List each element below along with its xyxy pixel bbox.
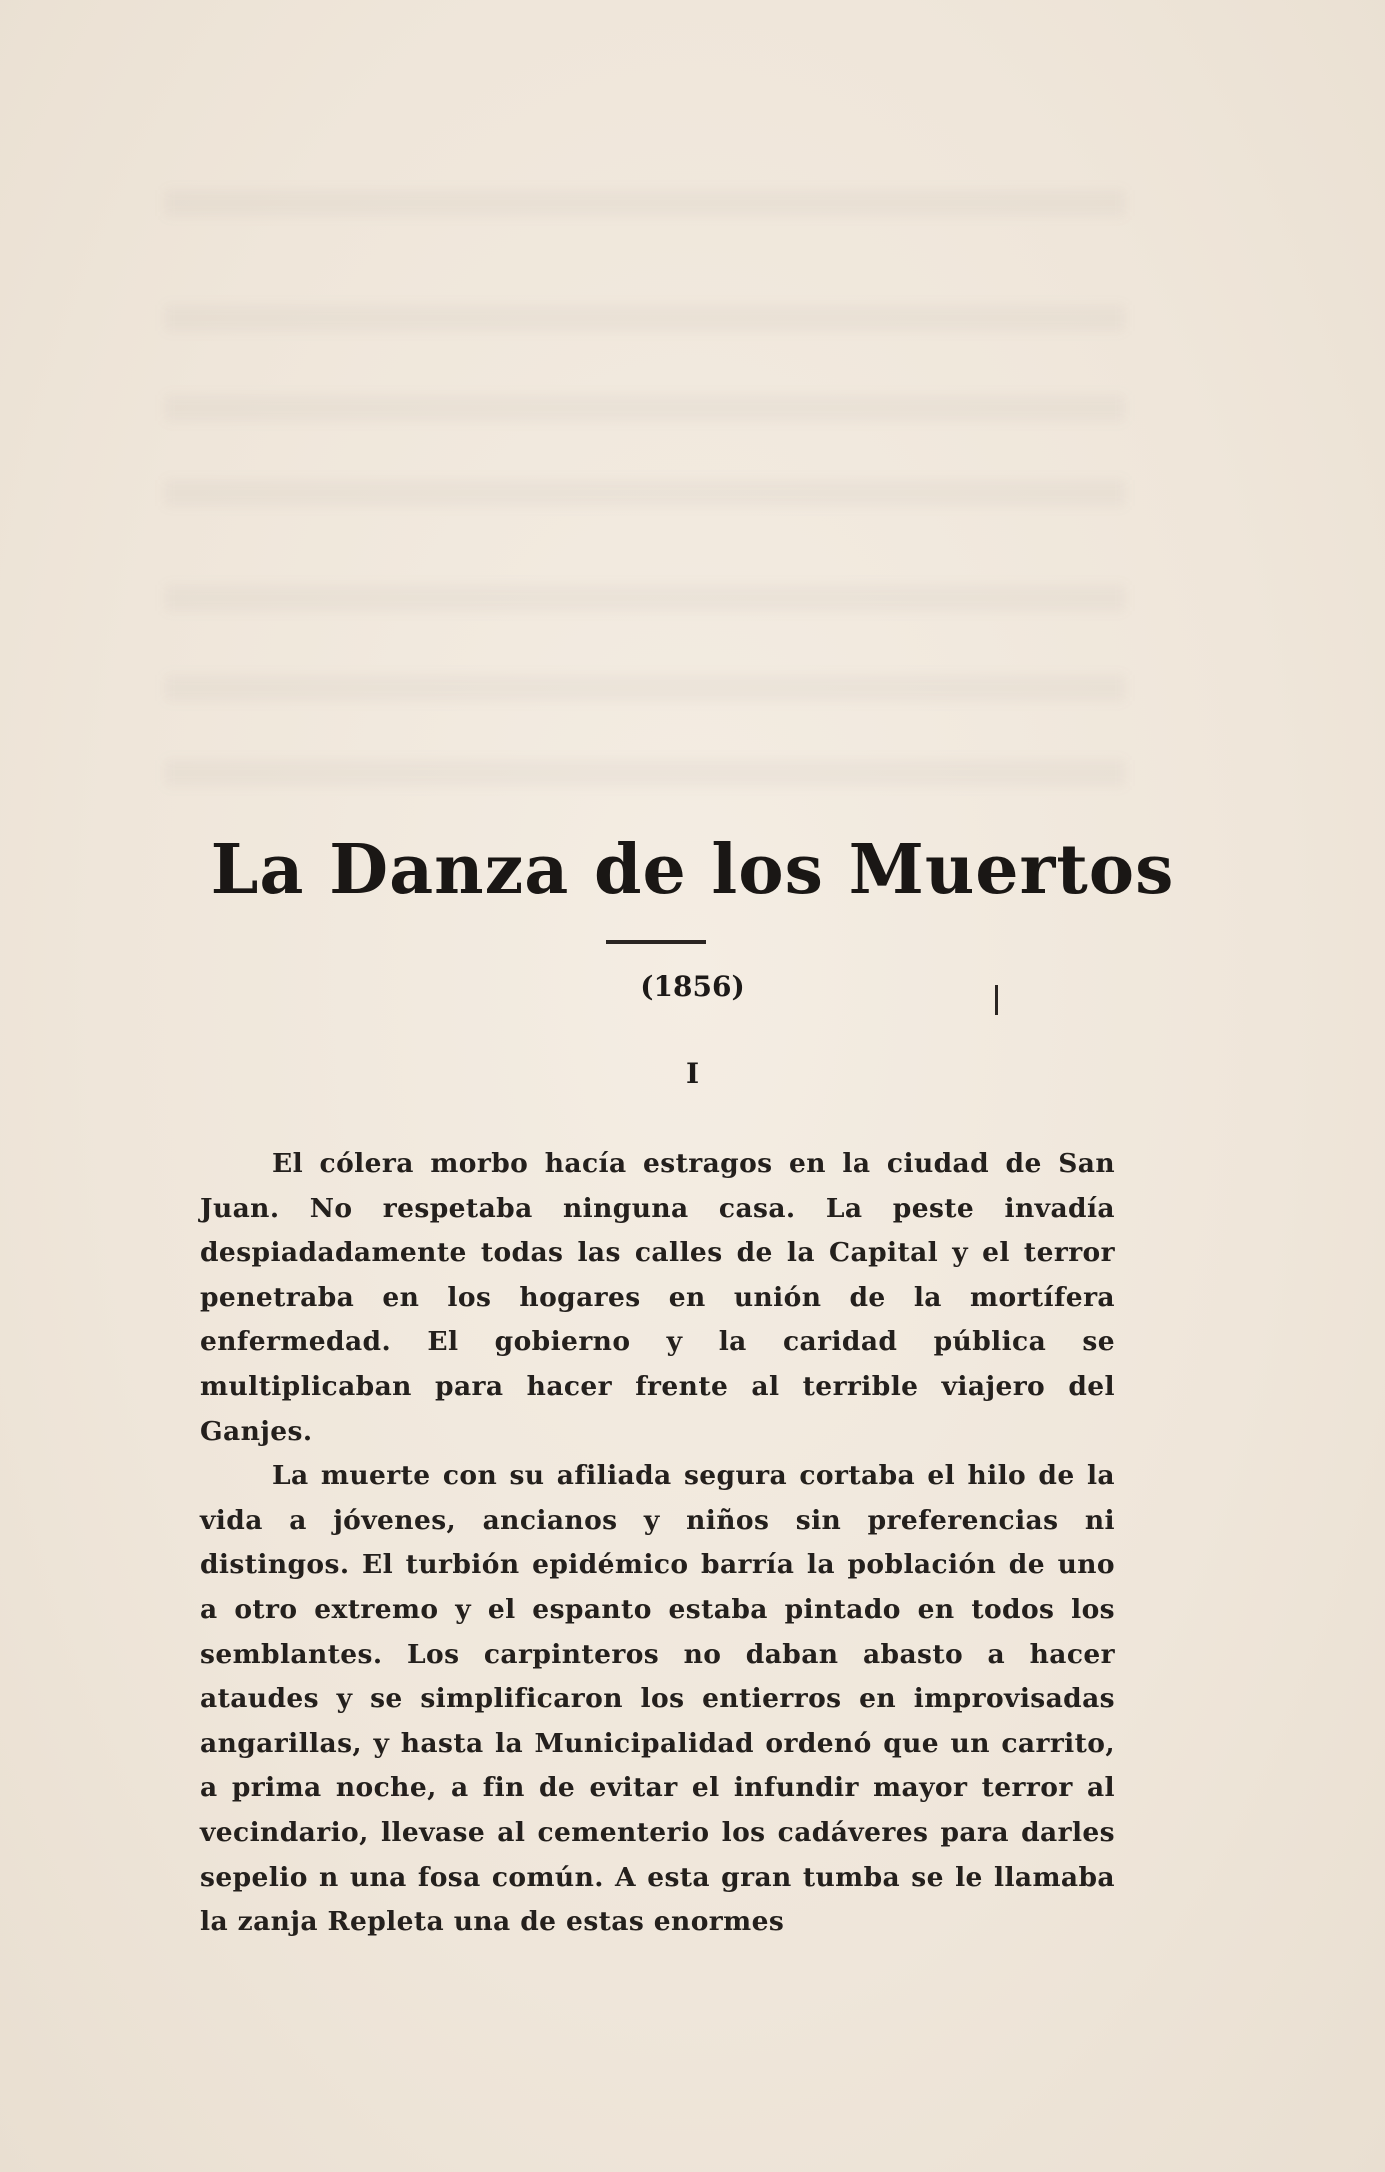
body-text bbox=[200, 1142, 1115, 1945]
paragraph: La muerte con su afiliada segura cortaba el hilo de la vida a jóvenes, ancianos y niños sin preferencias ni distingos. El turbión epidémico barría la población de uno a otro extremo y el espanto estaba pintado en todos los semblantes. Los carpinteros no daban abasto a hacer ataudes y se simplificaron los entierros en improvisadas angarillas, y hasta la Municipalidad ordenó que un carrito, a prima noche, a fin de evitar el infundir mayor terror al vecindario, llevase al cementerio los cadáveres para darles sepelio n una fosa común. A esta gran tumba se le llamaba la zanja Repleta una de estas enormes bbox=[200, 1460, 1115, 1938]
chapter-title: La Danza de los Muertos bbox=[210, 830, 1175, 910]
paragraph: El cólera morbo hacía estragos en la ciudad de San Juan. No respetaba ninguna casa. La peste invadía despiadadamente todas las calles de la Capital y el terror penetraba en los hogares en unión de la mortífera enfermedad. El gobierno y la caridad pública se multiplicaban para hacer frente al terrible viajero del Ganjes. bbox=[200, 1148, 1115, 1447]
title-rule bbox=[606, 940, 706, 944]
chapter-year: (1856) bbox=[640, 970, 745, 1003]
stray-ink-mark bbox=[995, 985, 998, 1015]
show-through-text bbox=[165, 760, 1125, 786]
show-through-text bbox=[165, 395, 1125, 421]
section-number: I bbox=[685, 1057, 700, 1090]
show-through-text bbox=[165, 675, 1125, 701]
show-through-text bbox=[165, 190, 1125, 216]
show-through-text bbox=[165, 480, 1125, 506]
show-through-text bbox=[165, 585, 1125, 611]
show-through-text bbox=[165, 305, 1125, 331]
